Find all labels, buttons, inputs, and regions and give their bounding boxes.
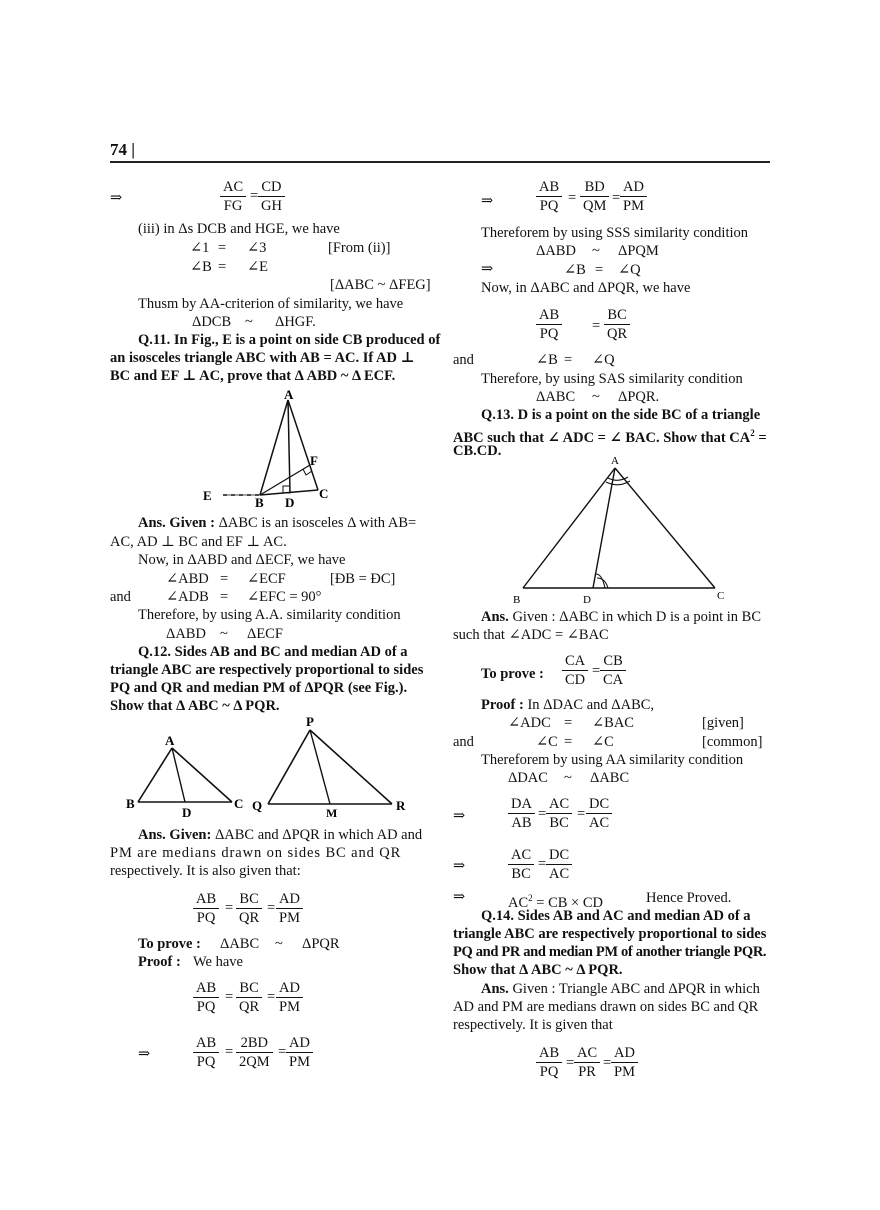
equals-sign: = <box>225 1044 234 1060</box>
answer-13: Ans. Given : ΔABC in which D is a point in BC <box>481 609 762 625</box>
question-11: an isosceles triangle ABC with AB = AC. If AD ⊥ <box>110 350 415 366</box>
equals-sign: = <box>278 1044 287 1060</box>
fraction: $\frac{AC}{BC}$ <box>546 795 572 832</box>
angle-eq: ∠ABD <box>166 571 209 587</box>
equals-sign: = <box>220 571 229 587</box>
vertex-label: D <box>285 495 295 510</box>
equals-sign: = <box>538 856 547 872</box>
text-line: We have <box>193 954 243 970</box>
fraction: $\frac{AD}{PM}$ <box>286 1034 313 1071</box>
figure-q11 <box>195 385 345 510</box>
triangle-name: ΔDAC <box>508 770 548 786</box>
text-line: respectively. It is given that <box>453 1017 613 1033</box>
reason-note: [From (ii)] <box>328 240 391 256</box>
question-12: triangle ABC are respectively proportional to sides <box>110 662 424 678</box>
question-13: CB.CD. <box>453 443 502 459</box>
angle-eq: ∠BAC <box>592 715 634 731</box>
text-line: Thusm by AA-criterion of similarity, we have <box>138 296 404 312</box>
equals-sign: = <box>218 240 227 256</box>
vertex-label: R <box>396 798 406 813</box>
fraction: $\frac{AC}{BC}$ <box>508 846 534 883</box>
question-11: Q.11. In Fig., E is a point on side CB produced of <box>138 332 441 348</box>
to-prove-label: To prove : <box>138 936 201 952</box>
figure-q13 <box>505 450 745 605</box>
angle-eq: ∠ADB <box>166 589 209 605</box>
question-14: Show that Δ ABC ~ Δ PQR. <box>453 962 623 978</box>
fraction: $\frac{AB}{PQ}$ <box>536 1044 562 1081</box>
similar-sign: ~ <box>220 626 228 642</box>
reason-note: [ÐB = ÐC] <box>330 571 396 587</box>
similar-sign: ~ <box>275 936 283 952</box>
vertex-label: M <box>326 806 338 820</box>
text-and: and <box>110 589 131 605</box>
vertex-label: F <box>310 453 318 468</box>
equals-sign: = <box>250 188 259 204</box>
vertex-label: B <box>513 594 521 605</box>
fraction: $\frac{AB}{PQ}$ <box>193 979 219 1016</box>
triangle-name: ΔPQR. <box>618 389 660 405</box>
equals-sign: = <box>564 715 573 731</box>
proof-label: Proof : <box>138 954 181 970</box>
fraction: $\frac{CA}{CD}$ <box>562 652 588 689</box>
reason-note: [common] <box>702 734 763 750</box>
triangle-name: ΔECF <box>247 626 283 642</box>
angle-eq: ∠B <box>564 262 586 278</box>
fraction: $\frac{BC}{QR}$ <box>236 979 262 1016</box>
similar-sign: ~ <box>245 314 253 330</box>
fraction: $\frac{AC}{PR}$ <box>574 1044 600 1081</box>
angle-eq: ∠C <box>536 734 558 750</box>
similar-sign: ~ <box>592 243 600 259</box>
angle-eq: ∠E <box>247 259 269 275</box>
fraction: $\frac{AB}{PQ}$ <box>193 890 219 927</box>
text-line: Now, in ΔABD and ΔECF, we have <box>138 552 346 568</box>
text-and: and <box>453 352 474 368</box>
fraction: $\frac{BD}{QM}$ <box>580 178 609 215</box>
implies-symbol: ⇒ <box>453 889 466 905</box>
vertex-label: A <box>165 733 175 748</box>
figure-q12 <box>120 712 420 822</box>
equals-sign: = <box>225 900 234 916</box>
vertex-label: Q <box>252 798 263 813</box>
text-line: PM are medians drawn on sides BC and QR <box>110 845 402 861</box>
similar-sign: ~ <box>592 389 600 405</box>
fraction: $\frac{AB}{PQ}$ <box>536 178 562 215</box>
vertex-label: A <box>284 387 294 402</box>
triangle-name: ΔPQR <box>302 936 340 952</box>
triangle-name: ΔABC <box>590 770 630 786</box>
triangle-name: ΔDCB <box>192 314 232 330</box>
angle-eq: ∠EFC = 90° <box>247 589 322 605</box>
equals-sign: = <box>538 806 547 822</box>
equals-sign: = <box>566 1055 575 1071</box>
fraction: $\frac{CD}{GH}$ <box>258 178 285 215</box>
vertex-label: C <box>319 486 329 501</box>
fraction: $\frac{AB}{PQ}$ <box>193 1034 219 1071</box>
fraction: $\frac{BC}{QR}$ <box>604 306 630 343</box>
text-line: AC, AD ⊥ BC and EF ⊥ AC. <box>110 534 287 550</box>
fraction: $\frac{AD}{PM}$ <box>620 178 647 215</box>
angle-eq: ∠B <box>190 259 212 275</box>
implies-symbol: ⇒ <box>453 808 466 824</box>
text-line: Now, in ΔABC and ΔPQR, we have <box>481 280 691 296</box>
question-14: triangle ABC are respectively proportional to sides <box>453 926 767 942</box>
triangle-name: ΔABC <box>536 389 576 405</box>
final-result: $AC^2$ = CB × CD <box>508 893 603 911</box>
question-14: Q.14. Sides AB and AC and median AD of a <box>481 908 751 924</box>
angle-eq: ∠ECF <box>247 571 286 587</box>
equals-sign: = <box>603 1055 612 1071</box>
fraction: $\frac{CB}{CA}$ <box>600 652 626 689</box>
fraction: $\frac{AD}{PM}$ <box>276 890 303 927</box>
triangle-name: ΔABC <box>220 936 260 952</box>
angle-eq: ∠C <box>592 734 614 750</box>
equals-sign: = <box>267 900 276 916</box>
fraction: $\frac{AD}{PM}$ <box>276 979 303 1016</box>
equals-sign: = <box>267 989 276 1005</box>
implies-symbol: ⇒ <box>481 261 494 277</box>
angle-eq: ∠Q <box>618 262 641 278</box>
text-line: AD and PM are medians drawn on sides BC and QR <box>453 999 759 1015</box>
text-line: Therefore, by using SAS similarity condition <box>481 371 743 387</box>
fraction: $\frac{AC}{FG}$ <box>220 178 246 215</box>
vertex-label: P <box>306 714 314 729</box>
vertex-label: B <box>126 796 135 811</box>
text-and: and <box>453 734 474 750</box>
fraction: $\frac{DC}{AC}$ <box>586 795 612 832</box>
fraction: $\frac{BC}{QR}$ <box>236 890 262 927</box>
answer-14: Ans. Given : Triangle ABC and ΔPQR in which <box>481 981 760 997</box>
vertex-label: A <box>611 455 619 467</box>
question-13: ABC such that ∠ ADC = ∠ BAC. Show that $CA^2$ = <box>453 428 767 446</box>
text-line: respectively. It is also given that: <box>110 863 301 879</box>
vertex-label: C <box>234 796 244 811</box>
equals-sign: = <box>220 589 229 605</box>
triangle-name: ΔABD <box>166 626 206 642</box>
equals-sign: = <box>612 190 621 206</box>
implies-symbol: ⇒ <box>110 190 123 206</box>
question-12: Q.12. Sides AB and BC and median AD of a <box>138 644 408 660</box>
hence-proved: Hence Proved. <box>646 890 732 906</box>
angle-eq: ∠B <box>536 352 558 368</box>
equals-sign: = <box>218 259 227 275</box>
implies-symbol: ⇒ <box>453 858 466 874</box>
vertex-label: D <box>182 805 192 820</box>
proof-13: Proof : In ΔDAC and ΔABC, <box>481 697 655 713</box>
to-prove-label: To prove : <box>481 666 544 682</box>
text-line: such that ∠ADC = ∠BAC <box>453 627 609 643</box>
fraction: $\frac{AD}{PM}$ <box>611 1044 638 1081</box>
question-12: PQ and QR and median PM of ΔPQR (see Fig.). <box>110 680 408 696</box>
equals-sign: = <box>564 734 573 750</box>
angle-eq: ∠3 <box>247 240 267 256</box>
page-number: 74 | <box>110 140 135 159</box>
reason-note: [given] <box>702 715 744 731</box>
fraction: $\frac{AB}{PQ}$ <box>536 306 562 343</box>
equals-sign: = <box>568 190 577 206</box>
question-13: Q.13. D is a point on the side BC of a triangle <box>481 407 761 423</box>
triangle-name: ΔPQM <box>618 243 659 259</box>
header-rule <box>110 161 770 163</box>
angle-eq: ∠Q <box>592 352 615 368</box>
text-line: Thereforem by using AA similarity condition <box>481 752 744 768</box>
fraction: $\frac{DC}{AC}$ <box>546 846 572 883</box>
implies-symbol: ⇒ <box>481 193 494 209</box>
similar-sign: ~ <box>564 770 572 786</box>
equals-sign: = <box>592 318 601 334</box>
question-11: BC and EF ⊥ AC, prove that Δ ABD ~ Δ ECF. <box>110 368 396 384</box>
reason-note: [ΔABC ~ ΔFEG] <box>330 277 431 293</box>
angle-eq: ∠ADC <box>508 715 551 731</box>
answer-12: Ans. Given: ΔABC and ΔPQR in which AD and <box>138 827 423 843</box>
equals-sign: = <box>595 262 604 278</box>
answer-11: Ans. Given : ΔABC is an isosceles Δ with AB= <box>138 515 417 531</box>
angle-eq: ∠1 <box>190 240 210 256</box>
text-line: Therefore, by using A.A. similarity condition <box>138 607 401 623</box>
vertex-label: B <box>255 495 264 510</box>
text-line: (iii) in Δs DCB and HGE, we have <box>138 221 340 237</box>
vertex-label: E <box>203 488 212 503</box>
equals-sign: = <box>564 352 573 368</box>
fraction: $\frac{2BD}{2QM}$ <box>236 1034 273 1071</box>
vertex-label: D <box>583 594 591 605</box>
fraction: $\frac{DA}{AB}$ <box>508 795 535 832</box>
vertex-label: C <box>717 590 725 602</box>
triangle-name: ΔABD <box>536 243 576 259</box>
equals-sign: = <box>592 663 601 679</box>
triangle-name: ΔHGF. <box>275 314 316 330</box>
question-14: PQ and PR and median PM of another triangle PQR. <box>453 944 767 960</box>
text-line: Thereforem by using SSS similarity condition <box>481 225 749 241</box>
equals-sign: = <box>225 989 234 1005</box>
question-12: Show that Δ ABC ~ Δ PQR. <box>110 698 280 714</box>
equals-sign: = <box>577 806 586 822</box>
implies-symbol: ⇒ <box>138 1046 151 1062</box>
